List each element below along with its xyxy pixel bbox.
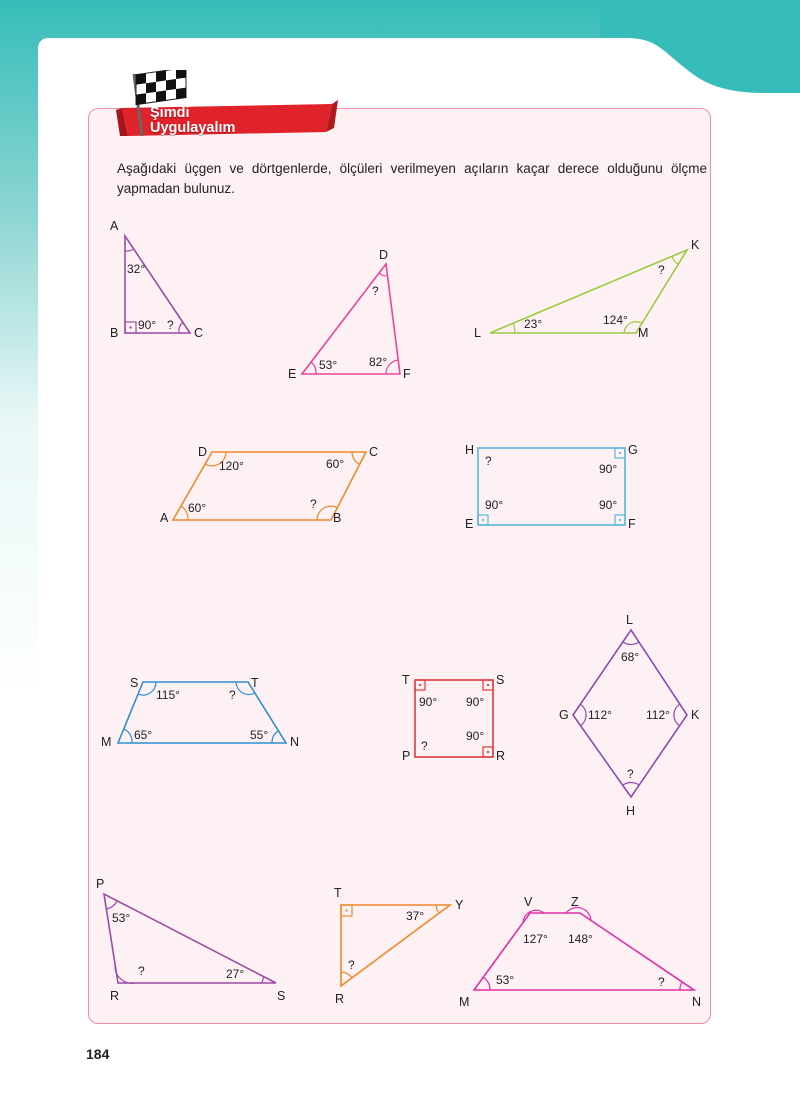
angle-label: ? [658,975,665,989]
angle-label: 68° [621,650,640,664]
page-number: 184 [86,1046,110,1062]
banner-line-2: Uygulayalım [150,120,236,136]
rectangle-efgh [465,443,638,531]
angle-label: 90° [138,318,157,332]
angle-label: 115° [156,688,180,702]
vertex-label: F [403,367,411,381]
vertex-label: G [628,443,638,457]
vertex-label: R [496,749,506,763]
angle-label: 82° [369,355,388,369]
vertex-label: G [559,708,569,722]
banner-line-1: Şimdi [150,105,190,121]
angle-label: ? [372,284,379,298]
vertex-label: S [496,673,505,687]
trapezoid-mnts [101,676,299,749]
vertex-label: B [333,511,342,525]
angle-label: 127° [523,932,548,946]
angle-label: 90° [466,729,485,743]
vertex-label: D [379,248,389,262]
angle-label: 53° [112,911,131,925]
triangle-tyr [334,886,464,1006]
angle-label: ? [167,318,174,332]
triangle-abc [110,219,203,340]
vertex-label: R [110,989,120,1003]
vertex-label: M [101,735,112,749]
vertex-label: C [369,445,379,459]
vertex-label: Z [571,895,579,909]
vertex-label: M [459,995,470,1009]
trapezoid-mnzv [459,895,701,1009]
vertex-label: E [465,517,474,531]
angle-label: 32° [127,262,146,276]
angle-label: ? [229,688,236,702]
angle-label: 90° [485,498,504,512]
vertex-label: E [288,367,297,381]
angle-label: ? [348,958,355,972]
vertex-label: K [691,238,700,252]
angle-label: 60° [188,501,207,515]
angle-label: 23° [524,317,543,331]
vertex-label: S [277,989,286,1003]
angle-label: ? [627,767,634,781]
vertex-label: L [474,326,481,340]
vertex-label: K [691,708,700,722]
angle-label: 27° [226,967,245,981]
vertex-label: D [198,445,208,459]
angle-label: ? [485,454,492,468]
vertex-label: F [628,517,636,531]
vertex-label: S [130,676,139,690]
angle-label: ? [310,497,317,511]
square-tsrp [402,673,505,763]
triangle-klm [474,238,700,340]
angle-label: 124° [603,313,628,327]
vertex-label: N [692,995,702,1009]
angle-label: ? [658,263,665,277]
angle-label: 53° [496,973,515,987]
angle-label: 112° [588,708,612,722]
angle-label: 37° [406,909,425,923]
vertex-label: M [638,326,649,340]
angle-label: 55° [250,728,269,742]
vertex-label: C [194,326,204,340]
vertex-label: Y [455,898,464,912]
angle-label: 60° [326,457,345,471]
instruction-text: Aşağıdaki üçgen ve dörtgenlerde, ölçüleri verilmeyen açıların kaçar derece olduğunu ölçme yapmadan bulunuz. [117,161,707,196]
angle-label: 112° [646,708,670,722]
angle-label: ? [138,964,145,978]
triangle-prs [96,877,285,1003]
angle-label: 53° [319,358,338,372]
angle-label: 148° [568,932,593,946]
angle-label: 90° [419,695,438,709]
angle-label: ? [421,739,428,753]
triangle-def [288,248,411,381]
angle-label: 65° [134,728,153,742]
vertex-label: P [402,749,411,763]
angle-label: 90° [599,462,618,476]
angle-label: 90° [599,498,618,512]
vertex-label: T [402,673,410,687]
angle-label: 120° [219,459,244,473]
parallelogram-abcd [160,445,378,525]
vertex-label: T [251,676,259,690]
vertex-label: T [334,886,342,900]
vertex-label: H [626,804,636,818]
vertex-label: P [96,877,105,891]
vertex-label: N [290,735,300,749]
vertex-label: L [626,613,633,627]
vertex-label: H [465,443,475,457]
vertex-label: A [160,511,169,525]
vertex-label: V [524,895,533,909]
vertex-label: B [110,326,119,340]
vertex-label: R [335,992,345,1006]
angle-label: 90° [466,695,485,709]
vertex-label: A [110,219,119,233]
rhombus-lkhg [559,613,700,818]
